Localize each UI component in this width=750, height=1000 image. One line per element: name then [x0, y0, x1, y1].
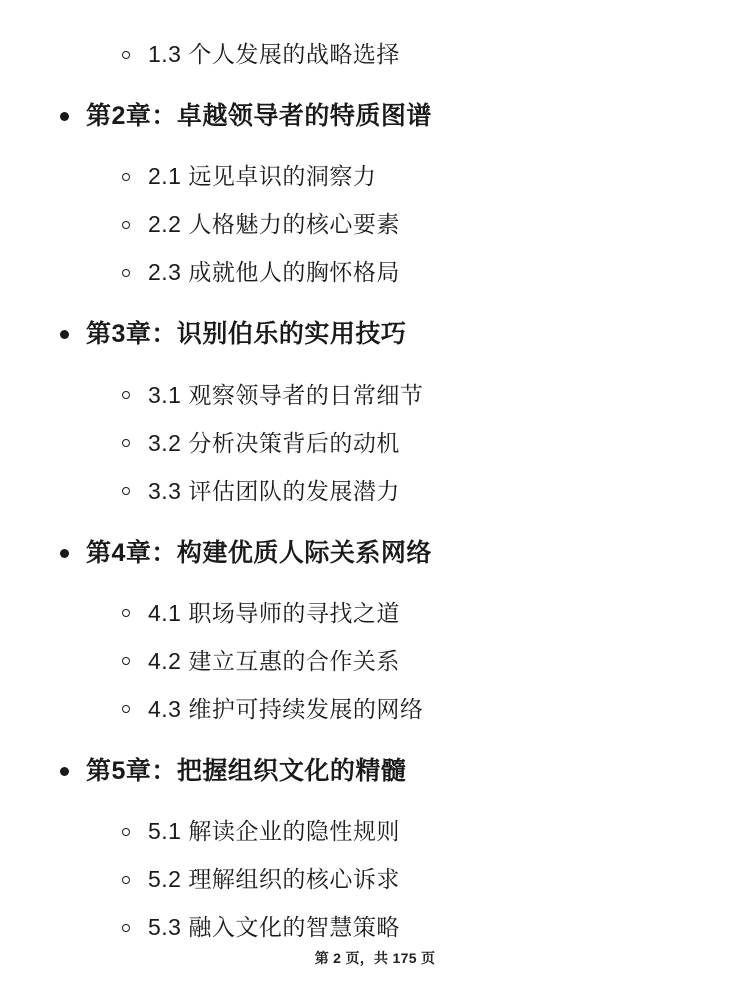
- toc-item-label: 4.3 维护可持续发展的网络: [148, 695, 424, 722]
- toc-item[interactable]: [60, 162, 690, 191]
- hollow-bullet-icon: [122, 429, 148, 458]
- toc-item-label: 第4章：构建优质人际关系网络: [86, 538, 432, 567]
- toc-item[interactable]: [60, 865, 690, 894]
- hollow-bullet-icon: [122, 210, 148, 239]
- hollow-bullet-icon: [122, 817, 148, 846]
- hollow-bullet-icon: [122, 599, 148, 628]
- hollow-bullet-icon: [122, 865, 148, 894]
- toc-item-label: 3.2 分析决策背后的动机: [148, 429, 400, 456]
- toc-item[interactable]: [60, 477, 690, 506]
- hollow-bullet-icon: [122, 647, 148, 676]
- solid-bullet-icon: [60, 319, 86, 350]
- toc-item-label: 5.1 解读企业的隐性规则: [148, 818, 400, 844]
- toc-item-label: 5.3 融入文化的智慧策略: [148, 914, 400, 940]
- toc-item[interactable]: [60, 210, 690, 239]
- toc-item[interactable]: [60, 647, 690, 676]
- hollow-bullet-icon: [122, 162, 148, 191]
- hollow-bullet-icon: [122, 40, 148, 69]
- toc-item-label: 4.2 建立互惠的合作关系: [148, 647, 400, 674]
- solid-bullet-icon: [60, 101, 86, 132]
- toc-item[interactable]: [60, 258, 690, 287]
- toc-item[interactable]: [60, 913, 690, 942]
- toc-item[interactable]: [60, 756, 690, 787]
- hollow-bullet-icon: [122, 477, 148, 506]
- hollow-bullet-icon: [122, 258, 148, 287]
- toc-item[interactable]: [60, 429, 690, 458]
- toc-item-label: 3.1 观察领导者的日常细节: [148, 381, 424, 408]
- toc-item[interactable]: [60, 817, 690, 846]
- hollow-bullet-icon: [122, 913, 148, 942]
- toc-item-label: 3.3 评估团队的发展潜力: [148, 477, 400, 504]
- page-footer: 第 2 页，共 175 页: [314, 950, 436, 966]
- toc-item[interactable]: [60, 599, 690, 628]
- toc-item[interactable]: [60, 381, 690, 410]
- toc-item-label: 2.2 人格魅力的核心要素: [148, 211, 400, 238]
- toc-item-label: 第5章：把握组织文化的精髓: [86, 756, 407, 785]
- toc-item-label: 2.1 远见卓识的洞察力: [148, 163, 377, 190]
- toc-item-label: 1.3 个人发展的战略选择: [148, 41, 400, 67]
- toc-item[interactable]: [60, 40, 690, 69]
- solid-bullet-icon: [60, 538, 86, 569]
- toc-item[interactable]: [60, 538, 690, 569]
- solid-bullet-icon: [60, 756, 86, 787]
- hollow-bullet-icon: [122, 695, 148, 724]
- toc-item-label: 第3章：识别伯乐的实用技巧: [86, 320, 407, 349]
- toc-item[interactable]: [60, 101, 690, 132]
- toc-item[interactable]: [60, 319, 690, 350]
- toc-item-label: 5.2 理解组织的核心诉求: [148, 866, 400, 892]
- toc-item-label: 第2章：卓越领导者的特质图谱: [86, 102, 432, 130]
- toc-item-label: 4.1 职场导师的寻找之道: [148, 599, 400, 626]
- toc-item[interactable]: [60, 695, 690, 724]
- table-of-contents: [60, 40, 690, 942]
- hollow-bullet-icon: [122, 381, 148, 410]
- toc-item-label: 2.3 成就他人的胸怀格局: [148, 259, 400, 286]
